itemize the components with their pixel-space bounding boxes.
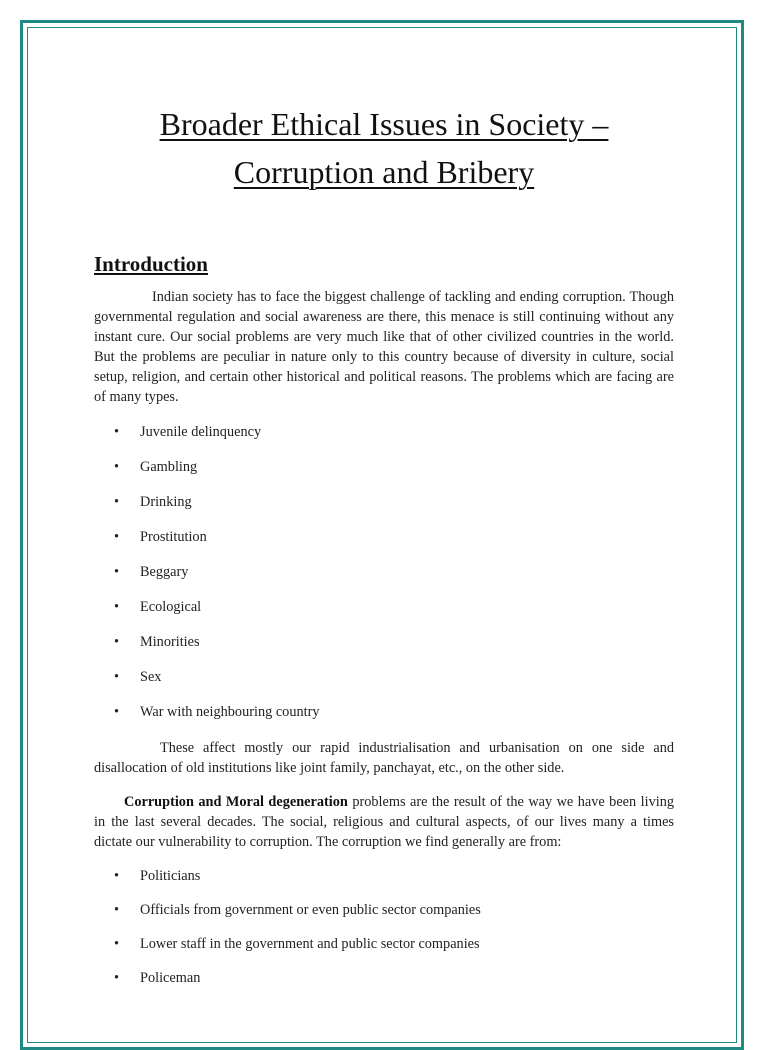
bullet-icon: • [114, 529, 120, 545]
title-line-2: Corruption and Bribery [233, 154, 535, 190]
bullet-icon: • [114, 936, 120, 952]
bullet-icon: • [114, 704, 120, 720]
list-item: • Policeman [114, 970, 201, 986]
bullet-icon: • [114, 868, 120, 884]
list-item: • Ecological [114, 599, 202, 615]
list-item: • Beggary [114, 564, 189, 580]
bullet-icon: • [114, 970, 120, 986]
document-title [94, 100, 674, 196]
list-item: • Lower staff in the government and public sector companies [114, 936, 480, 952]
bullet-icon: • [114, 564, 120, 580]
list-item: • War with neighbouring country [114, 704, 320, 720]
bullet-icon: • [114, 634, 120, 650]
bullet-icon: • [114, 902, 120, 918]
list-item: • Politicians [114, 868, 201, 884]
list-item: • Gambling [114, 459, 198, 475]
affect-paragraph: These affect mostly our rapid industrialisation and urbanisation on one side and disallocation of old institutions like joint family, panchayat, etc., on the other side. [94, 740, 674, 776]
corruption-bold-lead: Corruption and Moral degeneration [124, 794, 348, 810]
list-item: • Drinking [114, 494, 192, 510]
bullet-icon: • [114, 599, 120, 615]
list-item: • Prostitution [114, 529, 207, 545]
title-line-1: Broader Ethical Issues in Society – [159, 106, 609, 142]
list-item: • Minorities [114, 634, 200, 650]
bullet-icon: • [114, 669, 120, 685]
bullet-icon: • [114, 424, 120, 440]
list-item: • Officials from government or even public sector companies [114, 902, 481, 918]
document-body [94, 100, 674, 1002]
list-item: • Juvenile delinquency [114, 424, 262, 440]
introduction-heading: Introduction [94, 252, 208, 276]
intro-paragraph: Indian society has to face the biggest challenge of tackling and ending corruption. Though governmental regulation and social awareness are there, this menace is still continuing without any instant cure. Our social problems are very much like that of other civilized countries in the world. But the problems are peculiar in nature only to this country because of diversity in culture, social setup, religion, and certain other historical and political reasons. The problems which are facing are of many types. [94, 289, 674, 405]
corruption-paragraph-text: problems are the result of the way we have been living in the last several decades. The social, religious and cultural aspects, of our lives many a times dictate our vulnerability to corruption. The corruption we find generally are from: [94, 794, 674, 850]
problems-list [94, 422, 674, 722]
bullet-icon: • [114, 459, 120, 475]
corruption-sources-list [94, 866, 674, 988]
corruption-paragraph [94, 792, 674, 852]
bullet-icon: • [114, 494, 120, 510]
list-item: • Sex [114, 669, 162, 685]
